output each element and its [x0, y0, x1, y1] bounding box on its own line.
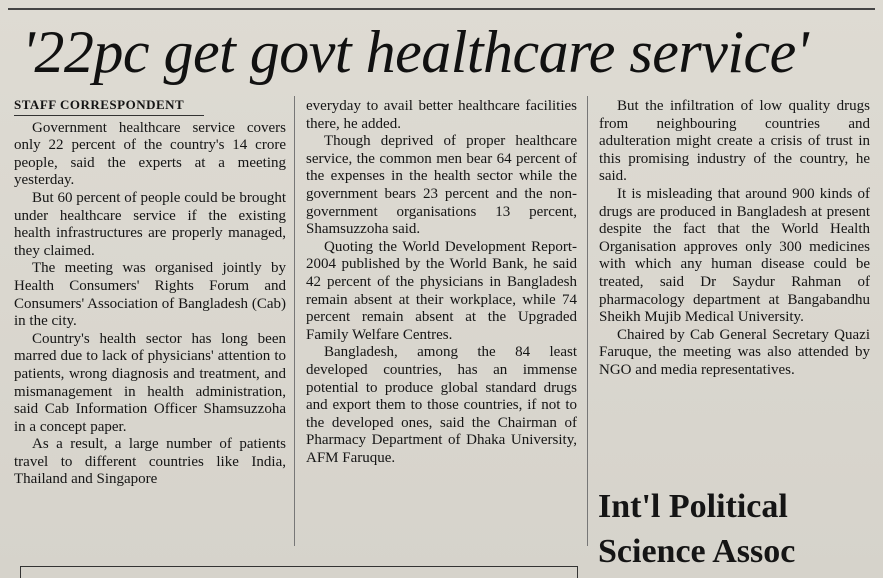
paragraph: Chaired by Cab General Secretary Quazi Faruque, the meeting was also attended by NGO and media representatives. — [599, 326, 870, 378]
article-headline: '22pc get govt healthcare service' — [22, 19, 809, 85]
paragraph: It is misleading that around 900 kinds of drugs are produced in Bangladesh at present despite the fact that the World Health Organisation approves only 300 medicines with which any human disease could be treated, said Dr Saydur Rahman of pharmacology department at Bangabandhu Sheikh Mujib Medical University. — [599, 185, 870, 326]
paragraph: But the infiltration of low quality drugs from neighbouring countries and adulteration might create a crisis of trust in this promising industry of the country, he said. — [599, 98, 870, 185]
article-column-1 — [14, 96, 286, 489]
byline: STAFF CORRESPONDENT — [14, 96, 204, 116]
next-article-headline: Int'l Political Science Assoc — [598, 488, 796, 570]
paragraph: As a result, a large number of patients travel to different countries like India, Thailand and Singapore — [14, 436, 286, 488]
paragraph: Bangladesh, among the 84 least developed countries, has an immense potential to produce global standard drugs and export them to those countries, if not to the developed ones, said the Chairman of Pharmacy Department of Dhaka University, AFM Faruque. — [306, 344, 577, 466]
paragraph: everyday to avail better healthcare facilities there, he added. — [306, 98, 577, 132]
paragraph: Though deprived of proper healthcare service, the common men bear 64 percent of the expenses in the health sector while the government bears 23 percent and the non-government organisations 13 percent, Shamsuzzoha said. — [306, 133, 577, 238]
top-rule — [8, 8, 875, 10]
bottom-box-outline — [20, 566, 578, 578]
column-divider — [587, 96, 588, 546]
paragraph: Quoting the World Development Report-2004 published by the World Bank, he said 42 percent of the physicians in Bangladesh remain absent at their workplace, while 74 percent remain absent at the Upgraded Family Welfare Centres. — [306, 238, 577, 343]
article-column-2 — [306, 98, 577, 467]
column-divider — [294, 96, 295, 546]
paragraph: Country's health sector has long been marred due to lack of physicians' attention to patients, wrong diagnosis and treatment, and mismanagement in health administration, said Cab Information Officer Shamsuzzoha in a concept paper. — [14, 330, 286, 435]
paragraph: But 60 percent of people could be brought under healthcare service if the existing health infrastructures are properly managed, they claimed. — [14, 189, 286, 259]
article-column-3 — [599, 98, 870, 380]
paragraph: Government healthcare service covers only 22 percent of the country's 14 crore people, said the experts at a meeting yesterday. — [14, 119, 286, 189]
paragraph: The meeting was organised jointly by Health Consumers' Rights Forum and Consumers' Association of Bangladesh (Cab) in the city. — [14, 260, 286, 330]
